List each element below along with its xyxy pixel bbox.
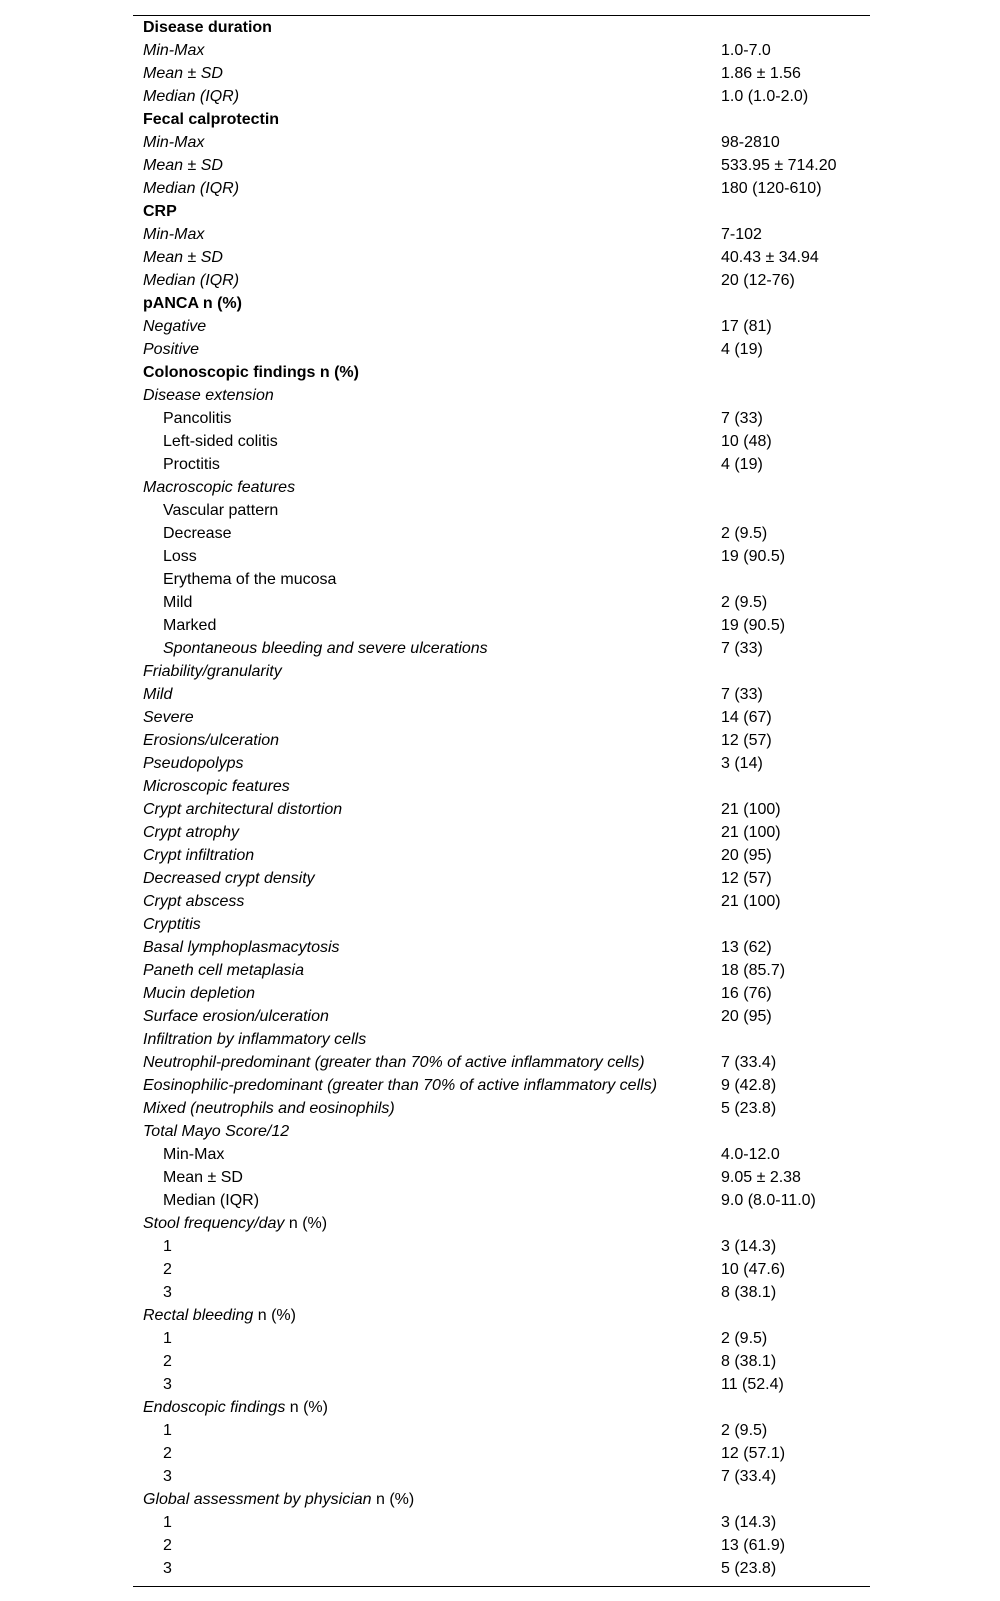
- row-value: 9.0 (8.0-11.0): [721, 1192, 816, 1209]
- row-label: [133, 476, 721, 499]
- table-row: [133, 1212, 870, 1235]
- row-label: [133, 729, 721, 752]
- row-label-text: Min-Max: [143, 226, 205, 243]
- row-label: [133, 39, 721, 62]
- table-row: [133, 499, 870, 522]
- row-label-text: Erosions/ulceration: [143, 732, 280, 749]
- row-value: [721, 1212, 870, 1235]
- row-value: 19 (90.5): [721, 617, 786, 634]
- row-label: [133, 1304, 721, 1327]
- table-row: [133, 821, 870, 844]
- row-label-suffix: n (%): [371, 1491, 415, 1508]
- row-label: [133, 1396, 721, 1419]
- row-value: 1.86 ± 1.56: [721, 65, 801, 82]
- table-row: [133, 476, 870, 499]
- table-row: [133, 1189, 870, 1212]
- row-value: 13 (62): [721, 939, 772, 956]
- row-label: [133, 1120, 721, 1143]
- row-label: [133, 545, 721, 568]
- row-label: [133, 499, 721, 522]
- row-label-text: Macroscopic features: [143, 479, 296, 496]
- row-label-text: Median (IQR): [163, 1192, 260, 1209]
- row-value: [721, 499, 870, 522]
- row-label: [133, 223, 721, 246]
- row-value: 17 (81): [721, 318, 772, 335]
- row-label-text: Rectal bleeding: [143, 1307, 254, 1324]
- table-row: [133, 1534, 870, 1557]
- row-label: [133, 890, 721, 913]
- row-label-text: Cryptitis: [143, 916, 201, 933]
- row-label-text: Loss: [163, 548, 197, 565]
- table-row: [133, 591, 870, 614]
- row-value: [721, 384, 870, 407]
- row-value: 8 (38.1): [721, 1353, 777, 1370]
- row-label: [133, 867, 721, 890]
- row-value: [721, 1120, 870, 1143]
- row-label-text: Marked: [163, 617, 217, 634]
- row-value: 1.0-7.0: [721, 42, 771, 59]
- row-value: 11 (52.4): [721, 1376, 784, 1393]
- table-row: [133, 1304, 870, 1327]
- row-label: [133, 1235, 721, 1258]
- row-label-text: Median (IQR): [143, 272, 240, 289]
- row-value: 5 (23.8): [721, 1560, 777, 1577]
- table-row: [133, 39, 870, 62]
- row-value: 180 (120-610): [721, 180, 822, 197]
- row-value: 2 (9.5): [721, 1330, 768, 1347]
- row-label-text: Left-sided colitis: [163, 433, 278, 450]
- row-label: [133, 1143, 721, 1166]
- row-label: [133, 637, 721, 660]
- row-label: [133, 407, 721, 430]
- row-value: 12 (57): [721, 732, 772, 749]
- table-row: [133, 1327, 870, 1350]
- row-label-suffix: n (%): [284, 1215, 328, 1232]
- row-label-text: Mean ± SD: [163, 1169, 243, 1186]
- row-label-text: Mild: [163, 594, 193, 611]
- row-label: [133, 16, 721, 39]
- row-label-text: Erythema of the mucosa: [163, 571, 337, 588]
- table-row: [133, 844, 870, 867]
- row-label-text: Paneth cell metaplasia: [143, 962, 304, 979]
- row-label: [133, 292, 721, 315]
- table-row: [133, 1373, 870, 1396]
- row-label: [133, 1465, 721, 1488]
- row-value: 7 (33.4): [721, 1054, 777, 1071]
- row-label-text: 3: [163, 1284, 172, 1301]
- table-row: [133, 315, 870, 338]
- row-label: [133, 821, 721, 844]
- row-label: [133, 315, 721, 338]
- row-value: 40.43 ± 34.94: [721, 249, 819, 266]
- row-value: [721, 292, 870, 315]
- row-label-text: Crypt abscess: [143, 893, 245, 910]
- row-label: [133, 1557, 721, 1580]
- table-row: [133, 1028, 870, 1051]
- row-value: [721, 660, 870, 683]
- row-value: 4.0-12.0: [721, 1146, 780, 1163]
- row-value: 9 (42.8): [721, 1077, 777, 1094]
- table-row: [133, 890, 870, 913]
- row-value: 5 (23.8): [721, 1100, 777, 1117]
- row-value: 8 (38.1): [721, 1284, 777, 1301]
- row-value: 21 (100): [721, 801, 781, 818]
- row-label: [133, 1189, 721, 1212]
- row-value: 2 (9.5): [721, 1422, 768, 1439]
- row-label: [133, 1442, 721, 1465]
- table-row: [133, 269, 870, 292]
- row-label-text: Decreased crypt density: [143, 870, 315, 887]
- row-value: [721, 16, 870, 39]
- table-row: [133, 223, 870, 246]
- table-row: [133, 1488, 870, 1511]
- table-row: [133, 1350, 870, 1373]
- table-row: [133, 16, 870, 39]
- row-label: [133, 1534, 721, 1557]
- row-value: 7 (33.4): [721, 1468, 777, 1485]
- row-label: [133, 775, 721, 798]
- row-value: [721, 568, 870, 591]
- table-row: [133, 729, 870, 752]
- row-value: 98-2810: [721, 134, 780, 151]
- row-value: 18 (85.7): [721, 962, 786, 979]
- row-value: 10 (47.6): [721, 1261, 786, 1278]
- row-label: [133, 1005, 721, 1028]
- table-row: [133, 1005, 870, 1028]
- row-label-suffix: n (%): [285, 1399, 328, 1416]
- table-row: [133, 338, 870, 361]
- table-row: [133, 177, 870, 200]
- row-label: [133, 1051, 721, 1074]
- row-label: [133, 361, 721, 384]
- row-value: 21 (100): [721, 893, 781, 910]
- table-row: [133, 1166, 870, 1189]
- row-value: 4 (19): [721, 456, 763, 473]
- row-value: 12 (57.1): [721, 1445, 786, 1462]
- table-row: [133, 453, 870, 476]
- row-label: [133, 338, 721, 361]
- row-label: [133, 384, 721, 407]
- row-label: [133, 1327, 721, 1350]
- row-label-text: Global assessment by physician: [143, 1491, 372, 1508]
- table-row: [133, 292, 870, 315]
- table-row: [133, 936, 870, 959]
- row-value: [721, 200, 870, 223]
- row-label: [133, 1097, 721, 1120]
- table-row: [133, 1396, 870, 1419]
- row-value: [721, 1488, 870, 1511]
- row-value: [721, 1396, 870, 1419]
- row-label-text: 2: [163, 1261, 172, 1278]
- row-label-text: 1: [163, 1422, 172, 1439]
- table-row: [133, 775, 870, 798]
- table-row: [133, 246, 870, 269]
- table-row: [133, 545, 870, 568]
- row-label: [133, 62, 721, 85]
- row-value: 3 (14.3): [721, 1238, 777, 1255]
- row-label-text: 3: [163, 1376, 172, 1393]
- data-table: [133, 15, 870, 1587]
- row-value: 1.0 (1.0-2.0): [721, 88, 809, 105]
- row-label-text: Stool frequency/day: [143, 1215, 285, 1232]
- row-value: 14 (67): [721, 709, 772, 726]
- row-label: [133, 1074, 721, 1097]
- row-label-text: Basal lymphoplasmacytosis: [143, 939, 340, 956]
- row-label: [133, 568, 721, 591]
- row-label-text: 2: [163, 1445, 172, 1462]
- row-label: [133, 453, 721, 476]
- row-label: [133, 1281, 721, 1304]
- row-label: [133, 913, 721, 936]
- table-row: [133, 1442, 870, 1465]
- row-label-text: Mean ± SD: [143, 249, 223, 266]
- row-label-text: Fecal calprotectin: [143, 111, 280, 128]
- row-label: [133, 959, 721, 982]
- table-row: [133, 913, 870, 936]
- row-label-text: Mean ± SD: [143, 157, 223, 174]
- row-label-text: Neutrophil-predominant (greater than 70% of active inflammatory cells): [143, 1054, 645, 1071]
- table-row: [133, 614, 870, 637]
- row-label-text: Crypt architectural distortion: [143, 801, 343, 818]
- row-value: 4 (19): [721, 341, 763, 358]
- row-label-text: Min-Max: [143, 42, 205, 59]
- row-label: [133, 154, 721, 177]
- row-label-suffix: n (%): [253, 1307, 296, 1324]
- row-value: [721, 775, 870, 798]
- row-label: [133, 752, 721, 775]
- row-value: 12 (57): [721, 870, 772, 887]
- row-value: 16 (76): [721, 985, 772, 1002]
- row-label-text: Eosinophilic-predominant (greater than 70% of active inflammatory cells): [143, 1077, 658, 1094]
- row-label-text: Microscopic features: [143, 778, 290, 795]
- row-value: 7 (33): [721, 640, 763, 657]
- table-row: [133, 200, 870, 223]
- row-label: [133, 591, 721, 614]
- row-label-text: Median (IQR): [143, 180, 240, 197]
- row-label: [133, 1419, 721, 1442]
- row-value: 3 (14.3): [721, 1514, 777, 1531]
- table-row: [133, 982, 870, 1005]
- row-value: 7 (33): [721, 410, 763, 427]
- row-value: 13 (61.9): [721, 1537, 786, 1554]
- table-row: [133, 752, 870, 775]
- table-row: [133, 637, 870, 660]
- table-row: [133, 1557, 870, 1580]
- table-row: [133, 1281, 870, 1304]
- row-label-text: Median (IQR): [143, 88, 240, 105]
- row-label: [133, 614, 721, 637]
- row-label-text: 1: [163, 1330, 172, 1347]
- row-label: [133, 982, 721, 1005]
- row-label: [133, 131, 721, 154]
- row-label: [133, 1511, 721, 1534]
- row-label-text: Negative: [143, 318, 207, 335]
- row-label-text: Spontaneous bleeding and severe ulcerations: [163, 640, 488, 657]
- row-label: [133, 108, 721, 131]
- row-label-text: Pseudopolyps: [143, 755, 244, 772]
- row-label-text: pANCA n (%): [143, 295, 242, 312]
- row-label-text: Decrease: [163, 525, 232, 542]
- row-label: [133, 844, 721, 867]
- row-label: [133, 1488, 721, 1511]
- row-value: 2 (9.5): [721, 525, 768, 542]
- row-value: [721, 1028, 870, 1051]
- row-label: [133, 177, 721, 200]
- row-label-text: Pancolitis: [163, 410, 232, 427]
- table-row: [133, 62, 870, 85]
- table-row: [133, 959, 870, 982]
- row-label-text: 1: [163, 1238, 172, 1255]
- table-row: [133, 1511, 870, 1534]
- row-label: [133, 660, 721, 683]
- row-label: [133, 798, 721, 821]
- table-row: [133, 85, 870, 108]
- row-label: [133, 936, 721, 959]
- row-value: [721, 361, 870, 384]
- table-row: [133, 660, 870, 683]
- row-value: 9.05 ± 2.38: [721, 1169, 801, 1186]
- table-row: [133, 154, 870, 177]
- row-value: [721, 476, 870, 499]
- row-label-text: Positive: [143, 341, 200, 358]
- row-value: 3 (14): [721, 755, 763, 772]
- row-value: 7 (33): [721, 686, 763, 703]
- row-label-text: Colonoscopic findings n (%): [143, 364, 359, 381]
- row-label-text: 2: [163, 1537, 172, 1554]
- row-label-text: 2: [163, 1353, 172, 1370]
- table-row: [133, 361, 870, 384]
- table-row: [133, 1051, 870, 1074]
- row-label-text: Min-Max: [143, 134, 205, 151]
- row-value: 21 (100): [721, 824, 781, 841]
- row-value: 20 (95): [721, 847, 772, 864]
- table-row: [133, 1465, 870, 1488]
- table-row: [133, 1143, 870, 1166]
- table-row: [133, 131, 870, 154]
- row-label-text: CRP: [143, 203, 177, 220]
- row-label-text: Disease extension: [143, 387, 274, 404]
- table-row: [133, 1120, 870, 1143]
- row-label-text: Crypt atrophy: [143, 824, 240, 841]
- row-label: [133, 1166, 721, 1189]
- row-label-text: Min-Max: [163, 1146, 225, 1163]
- row-label-text: Disease duration: [143, 19, 272, 36]
- row-label-text: Crypt infiltration: [143, 847, 255, 864]
- row-value: [721, 108, 870, 131]
- row-label-text: Proctitis: [163, 456, 220, 473]
- table-row: [133, 384, 870, 407]
- table-row: [133, 568, 870, 591]
- table-row: [133, 1074, 870, 1097]
- row-label: [133, 1373, 721, 1396]
- row-label: [133, 269, 721, 292]
- row-label-text: 3: [163, 1468, 172, 1485]
- row-label: [133, 200, 721, 223]
- row-label: [133, 85, 721, 108]
- row-label: [133, 683, 721, 706]
- table-body: [133, 16, 870, 1586]
- row-label: [133, 522, 721, 545]
- row-label: [133, 706, 721, 729]
- row-label-text: Surface erosion/ulceration: [143, 1008, 329, 1025]
- row-label: [133, 1258, 721, 1281]
- row-label-text: 1: [163, 1514, 172, 1531]
- table-row: [133, 706, 870, 729]
- table-row: [133, 1097, 870, 1120]
- table-row: [133, 867, 870, 890]
- row-label-text: Mixed (neutrophils and eosinophils): [143, 1100, 395, 1117]
- row-label-text: Mean ± SD: [143, 65, 223, 82]
- row-label-text: Friability/granularity: [143, 663, 282, 680]
- row-label-text: 3: [163, 1560, 172, 1577]
- row-label: [133, 1028, 721, 1051]
- table-row: [133, 1235, 870, 1258]
- row-value: [721, 1304, 870, 1327]
- row-label: [133, 430, 721, 453]
- row-value: [721, 913, 870, 936]
- row-label-text: Mucin depletion: [143, 985, 256, 1002]
- row-label-text: Endoscopic findings: [143, 1399, 286, 1416]
- row-label: [133, 246, 721, 269]
- row-label: [133, 1212, 721, 1235]
- table-row: [133, 798, 870, 821]
- table-row: [133, 1419, 870, 1442]
- row-value: 10 (48): [721, 433, 772, 450]
- row-value: 7-102: [721, 226, 762, 243]
- row-label-text: Infiltration by inflammatory cells: [143, 1031, 367, 1048]
- row-value: 533.95 ± 714.20: [721, 157, 837, 174]
- row-value: 20 (95): [721, 1008, 772, 1025]
- row-label-text: Total Mayo Score/12: [143, 1123, 290, 1140]
- table-row: [133, 430, 870, 453]
- row-label: [133, 1350, 721, 1373]
- table-row: [133, 407, 870, 430]
- row-value: 19 (90.5): [721, 548, 786, 565]
- table-row: [133, 1258, 870, 1281]
- table-row: [133, 522, 870, 545]
- row-label-text: Mild: [143, 686, 173, 703]
- row-value: 20 (12-76): [721, 272, 795, 289]
- row-value: 2 (9.5): [721, 594, 768, 611]
- row-label-text: Vascular pattern: [163, 502, 279, 519]
- table-row: [133, 108, 870, 131]
- row-label-text: Severe: [143, 709, 194, 726]
- table-row: [133, 683, 870, 706]
